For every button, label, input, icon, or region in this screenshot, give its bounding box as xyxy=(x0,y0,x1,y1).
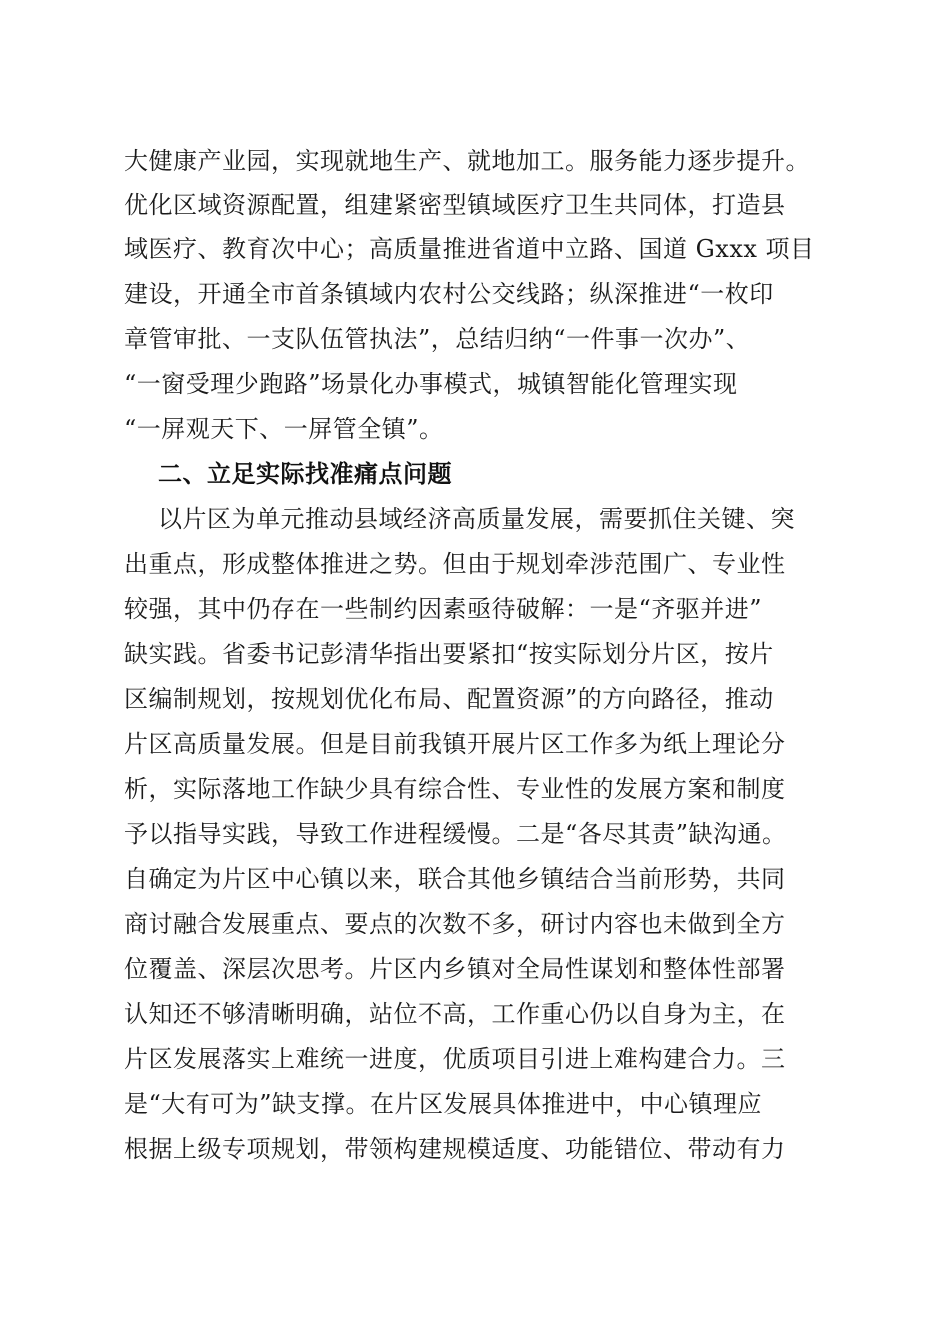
paragraph-line: 片区高质量发展。但是目前我镇开展片区工作多为纸上理论分 xyxy=(124,730,786,758)
paragraph-line: 是“大有可为”缺支撑。在片区发展具体推进中，中心镇理应 xyxy=(124,1090,763,1118)
paragraph-line: 建设，开通全市首条镇域内农村公交线路；纵深推进“一枚印 xyxy=(124,280,774,308)
paragraph-line: 予以指导实践，导致工作进程缓慢。二是“各尽其责”缺沟通。 xyxy=(124,820,787,848)
paragraph-line: 区编制规划，按规划优化布局、配置资源”的方向路径，推动 xyxy=(124,685,774,713)
paragraph-line: 析，实际落地工作缺少具有综合性、专业性的发展方案和制度 xyxy=(124,775,786,803)
paragraph-line: 章管审批、一支队伍管执法”，总结归纳“一件事一次办”、 xyxy=(124,325,751,353)
paragraph-line: “一窗受理少跑路”场景化办事模式，城镇智能化管理实现 xyxy=(124,370,738,398)
paragraph-line: 根据上级专项规划，带领构建规模适度、功能错位、带动有力 xyxy=(124,1135,786,1163)
paragraph-line: 缺实践。省委书记彭清华指出要紧扣“按实际划分片区，按片 xyxy=(124,640,774,668)
paragraph-line: 较强，其中仍存在一些制约因素亟待破解：一是“齐驱并进” xyxy=(124,595,763,623)
paragraph-line: 商讨融合发展重点、要点的次数不多，研讨内容也未做到全方 xyxy=(124,910,786,938)
paragraph-line: 优化区域资源配置，组建紧密型镇域医疗卫生共同体，打造县 xyxy=(124,191,786,219)
section-heading: 二、立足实际找准痛点问题 xyxy=(158,460,452,488)
paragraph-line: 位覆盖、深层次思考。片区内乡镇对全局性谋划和整体性部署 xyxy=(124,955,786,983)
paragraph-line: 大健康产业园，实现就地生产、就地加工。服务能力逐步提升。 xyxy=(124,147,810,175)
paragraph-line: 片区发展落实上难统一进度，优质项目引进上难构建合力。三 xyxy=(124,1045,786,1073)
paragraph-line: 以片区为单元推动县域经济高质量发展，需要抓住关键、突 xyxy=(158,505,795,533)
paragraph-line: 自确定为片区中心镇以来，联合其他乡镇结合当前形势，共同 xyxy=(124,865,786,893)
paragraph-line: “一屏观天下、一屏管全镇”。 xyxy=(124,415,444,443)
paragraph-line: 出重点，形成整体推进之势。但由于规划牵涉范围广、专业性 xyxy=(124,550,786,578)
paragraph-line: 域医疗、教育次中心；高质量推进省道中立路、国道 Gxxx 项目 xyxy=(124,235,815,263)
paragraph-line: 认知还不够清晰明确，站位不高，工作重心仍以自身为主，在 xyxy=(124,1000,786,1028)
